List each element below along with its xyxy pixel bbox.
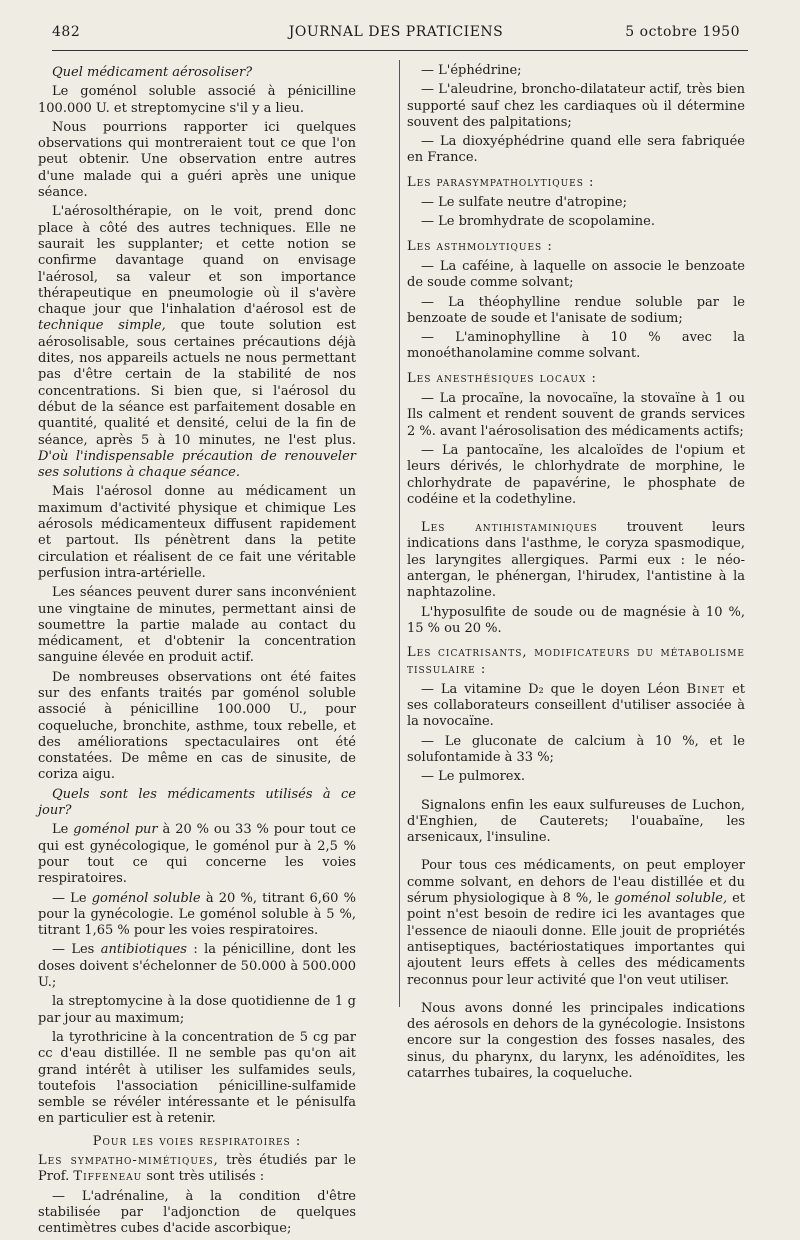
paragraph: — L'adrénaline, à la condition d'être stabilisée par l'adjonction de quelques centimètres cubes d'acide ascorbique;	[38, 1188, 356, 1237]
text: trouvent leurs indications dans l'asthme, le coryza spasmodique, les laryngites allergiques. Parmi eux : le néo-antergan, le phénergan, l'hirudex, l'antistine à la naphtazoline.	[407, 520, 746, 601]
paragraph: Signalons enfin les eaux sulfureuses de Luchon, d'Enghien, de Cauterets; l'ouabaïne, les arsenicaux, l'insuline.	[407, 797, 745, 846]
section-heading: Pour les voies respiratoires :	[92, 1133, 302, 1149]
emphasis: goménol soluble,	[614, 891, 728, 907]
list-item: — Le sulfate neutre d'atropine;	[421, 195, 627, 211]
paragraph	[38, 1153, 356, 1186]
left-column	[38, 63, 356, 1240]
text: Pour tous ces médicaments, on peut employer comme solvant, en dehors de l'eau distillée et du sérum physiologique à 8 %, le	[407, 858, 745, 907]
paragraph	[407, 520, 745, 601]
paragraph: L'hyposulfite de soude ou de magnésie à 10 %, 15 % ou 20 %.	[407, 604, 745, 636]
author-name: Tiffeneau	[73, 1169, 143, 1185]
text: à 20 %, titrant 6,60 % pour la gynécologie. Le goménol soluble à 5 %, titrant 1,65 % pour les voies respiratoires.	[38, 890, 356, 939]
emphasis: technique simple,	[38, 318, 166, 334]
issue-date: 5 octobre 1950	[625, 24, 740, 40]
journal-title: JOURNAL DES PRATICIENS	[288, 24, 504, 40]
section-heading: Les parasympatholytiques :	[407, 174, 595, 190]
list-item: — Le bromhydrate de scopolamine.	[421, 214, 655, 230]
text: — Les	[52, 942, 95, 958]
list-item: — L'éphédrine;	[421, 63, 522, 78]
text: Le	[52, 822, 69, 838]
text: L'aérosolthérapie, on le voit, prend donc place à côté des autres techniques. Elle ne saurait les supplanter; et cette notion se confirme davantage quand on envisage l'aérosol, sa valeur et son importance thérapeutique en pneumologie où il s'avère chaque jour que l'inhalation d'aérosol est de	[38, 204, 356, 318]
small-caps-term: Les antihistaminiques	[421, 520, 598, 536]
list-item: — L'aminophylline à 10 % avec la monoéthanolamine comme solvant.	[407, 330, 745, 362]
list-item: — La dioxyéphédrine quand elle sera fabriquée en France.	[407, 134, 745, 166]
text: et point n'est besoin de redire ici les avantages que l'essence de niaouli donne. Elle jouit de propriétés antiseptiques, bactériostatiques importantes qui ajoutent leurs effets à celles des médicaments reconnus pour leur activité que l'on veut utiliser.	[407, 891, 746, 988]
list-item	[407, 682, 745, 731]
paragraph: Le goménol soluble associé à pénicilline 100.000 U. et streptomycine s'il y a lieu.	[38, 84, 356, 116]
author-name: Binet	[686, 681, 726, 697]
list-item: — La théophylline rendue soluble par le benzoate de soude et l'anisate de sodium;	[407, 294, 745, 326]
page-number: 482	[52, 24, 81, 40]
paragraph: la tyrothricine à la concentration de 5 cg par cc d'eau distillée. Il ne semble pas qu'on ait grand intérêt à utiliser les sulfamides seuls, toutefois l'association pénicilline-sulfamide semble se révéler intéressante et le pénisulfa en particulier est à retenir.	[38, 1029, 356, 1127]
emphasis: goménol soluble	[91, 890, 201, 906]
emphasis: D'où l'indispensable précaution de renouveler ses solutions à chaque séance.	[38, 448, 356, 481]
paragraph: Mais l'aérosol donne au médicament un maximum d'activité physique et chimique Les aérosols médicamenteux diffusent rapidement et partout. Ils pénètrent dans la petite circulation et réalisent de ce fait une véritable perfusion intra-artérielle.	[38, 484, 356, 581]
header-rule	[52, 50, 748, 51]
section-heading: Les cicatrisants, modificateurs du métabolisme tissulaire :	[407, 645, 745, 677]
list-item: — Le pulmorex.	[421, 769, 525, 785]
column-divider	[399, 60, 400, 1007]
list-item: — L'aleudrine, broncho-dilatateur actif, très bien supporté sauf chez les cardiaques où il détermine souvent des palpitations;	[407, 82, 745, 130]
paragraph: Nous avons donné les principales indications des aérosols en dehors de la gynécologie. Insistons encore sur la congestion des fosses nasales, des sinus, du pharynx, du larynx, les adénoïdites, les catarrhes tubaires, la coqueluche.	[407, 1000, 745, 1082]
paragraph	[407, 858, 745, 988]
paragraph	[38, 204, 356, 481]
paragraph	[38, 822, 356, 887]
paragraph: la streptomycine à la dose quotidienne de 1 g par jour au maximum;	[38, 994, 356, 1026]
small-caps-term: Les sympatho-mimétiques,	[38, 1153, 219, 1168]
right-column	[407, 63, 745, 1085]
list-item: — La pantocaïne, les alcaloïdes de l'opium et leurs dérivés, le chlorhydrate de morphine, le chlorhydrate de papavérine, le phosphate de codéine et la codethyline.	[407, 442, 745, 507]
text: que toute solution est aérosolisable, sous certaines précautions déjà dites, nos appareils actuels ne nous permettant pas d'être certain de la stabilité de nos concentrations. Si bien que, si l'aérosol du début de la séance est parfaitement dosable en quantité, qualité et densité, celui de la fin de séance, après 5 à 10 minutes, ne l'est plus.	[38, 318, 356, 448]
text: — La vitamine D₂ que le doyen Léon	[421, 681, 680, 697]
page-header	[52, 24, 740, 44]
text: très étudiés par le Prof.	[38, 1153, 356, 1185]
text: — Le	[52, 890, 87, 906]
text: sont très utilisés :	[146, 1169, 265, 1185]
paragraph: De nombreuses observations ont été faites sur des enfants traités par goménol soluble associé à pénicilline 100.000 U., pour coqueluche, bronchite, asthme, toux rebelle, et des améliorations spectaculaires ont été constatées. De même en cas de sinusite, de coriza aigu.	[38, 669, 356, 783]
paragraph: Nous pourrions rapporter ici quelques observations qui montreraient tout ce que l'on peut obtenir. Une observation entre autres d'une malade qui a guéri après une unique séance.	[38, 119, 356, 201]
text: à 20 % ou 33 % pour tout ce qui est gynécologique, le goménol pur à 2,5 % pour tout ce qui concerne les voies respiratoires.	[38, 822, 356, 887]
section-heading: Les anesthésiques locaux :	[407, 370, 597, 386]
emphasis: goménol pur	[73, 822, 158, 838]
paragraph: Les séances peuvent durer sans inconvénient une vingtaine de minutes, permettant ainsi de soumettre la partie malade au contact du médicament, et d'obtenir la concentration sanguine élevée en produit actif.	[38, 585, 356, 666]
question-heading: Quels sont les médicaments utilisés à ce jour?	[38, 786, 356, 819]
paragraph	[38, 942, 356, 991]
list-item: — La procaïne, la novocaïne, la stovaïne à 1 ou Ils calment et rendent souvent de grands services 2 %. avant l'aérosolisation des médicaments actifs;	[407, 391, 745, 439]
text: : la pénicilline, dont les doses doivent s'échelonner de 50.000 à 500.000 U.;	[38, 942, 356, 991]
paragraph	[38, 891, 356, 940]
list-item: — Le gluconate de calcium à 10 %, et le solufontamide à 33 %;	[407, 733, 745, 765]
emphasis: antibiotiques	[100, 942, 187, 958]
list-item: — La caféine, à laquelle on associe le benzoate de soude comme solvant;	[407, 258, 745, 291]
section-heading: Les asthmolytiques :	[407, 238, 553, 254]
question-heading: Quel médicament aérosoliser?	[52, 65, 253, 80]
text: et ses collaborateurs conseillent d'utiliser associée à la novocaïne.	[407, 681, 745, 730]
